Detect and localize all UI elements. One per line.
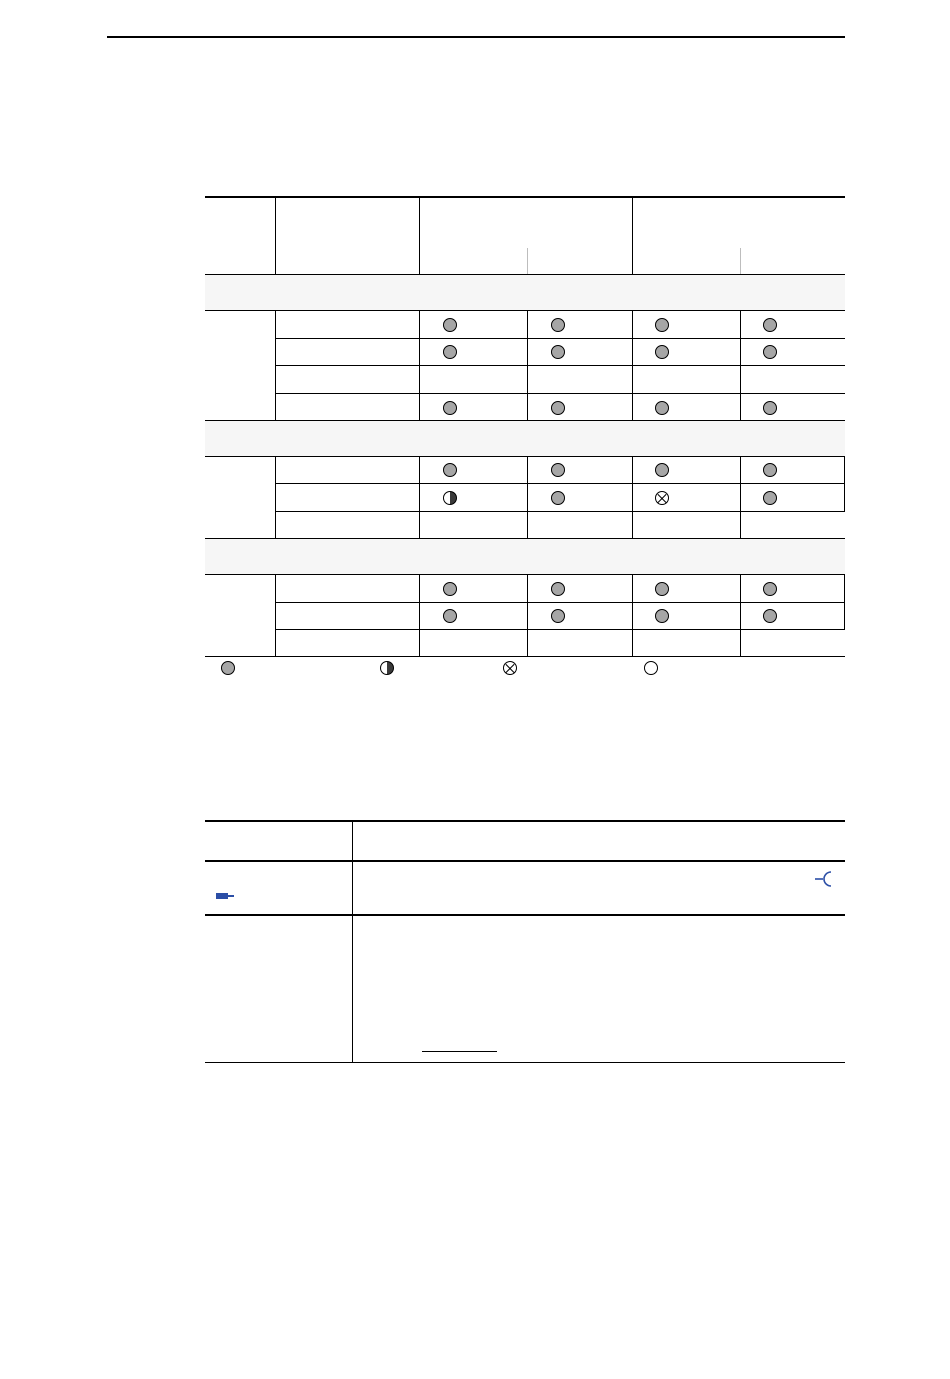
column-divider xyxy=(632,310,633,421)
column-divider xyxy=(527,310,528,421)
row-rule xyxy=(275,511,845,512)
status-half-icon xyxy=(443,491,457,505)
legend-cross-icon xyxy=(503,661,517,675)
column-divider xyxy=(632,198,633,275)
column-divider xyxy=(632,456,633,539)
status-filled-icon xyxy=(763,491,777,505)
status-filled-icon xyxy=(443,582,457,596)
section-band xyxy=(205,539,845,574)
status-filled-icon xyxy=(763,345,777,359)
row-rule xyxy=(205,310,845,311)
legend-empty-icon xyxy=(644,661,658,675)
status-filled-icon xyxy=(551,318,565,332)
status-filled-icon xyxy=(763,609,777,623)
column-divider xyxy=(419,456,420,539)
row-rule xyxy=(205,456,845,457)
status-cross-icon xyxy=(655,491,669,505)
status-filled-icon xyxy=(655,463,669,477)
table-top-rule xyxy=(205,820,845,822)
status-filled-icon xyxy=(551,582,565,596)
row-rule xyxy=(275,338,845,339)
status-filled-icon xyxy=(763,463,777,477)
status-filled-icon xyxy=(443,318,457,332)
subcolumn-divider xyxy=(740,248,741,275)
status-filled-icon xyxy=(551,463,565,477)
row-rule xyxy=(205,914,845,916)
page-header-rule xyxy=(107,36,845,38)
status-filled-icon xyxy=(443,401,457,415)
row-rule xyxy=(275,393,845,394)
column-divider xyxy=(632,574,633,657)
status-filled-icon xyxy=(763,318,777,332)
table-bottom-rule xyxy=(205,656,845,657)
subcolumn-divider xyxy=(527,248,528,275)
status-filled-icon xyxy=(443,463,457,477)
column-divider xyxy=(740,310,741,421)
status-filled-icon xyxy=(443,345,457,359)
column-divider xyxy=(740,456,741,539)
column-divider xyxy=(275,456,276,539)
table-bottom-rule xyxy=(205,1062,845,1063)
section-band xyxy=(205,275,845,310)
column-divider xyxy=(419,574,420,657)
column-divider xyxy=(352,822,353,1063)
status-filled-icon xyxy=(655,318,669,332)
row-rule xyxy=(275,365,845,366)
status-filled-icon xyxy=(763,582,777,596)
plug-icon xyxy=(216,893,234,899)
legend-half-icon xyxy=(380,661,394,675)
column-divider xyxy=(527,574,528,657)
header-bottom-rule xyxy=(205,860,845,862)
status-filled-icon xyxy=(655,345,669,359)
column-divider xyxy=(419,310,420,421)
status-filled-icon xyxy=(763,401,777,415)
row-rule xyxy=(205,574,845,575)
legend-filled-icon xyxy=(221,661,235,675)
section-band xyxy=(205,421,845,456)
right-edge-rule xyxy=(844,574,845,630)
status-filled-icon xyxy=(551,609,565,623)
status-filled-icon xyxy=(655,609,669,623)
socket-icon xyxy=(814,870,834,888)
status-filled-icon xyxy=(551,401,565,415)
status-filled-icon xyxy=(551,345,565,359)
link-underline[interactable] xyxy=(422,1051,497,1052)
row-rule xyxy=(275,629,845,630)
column-divider xyxy=(419,198,420,275)
row-rule xyxy=(275,483,845,484)
column-divider xyxy=(740,574,741,657)
right-edge-rule xyxy=(844,456,845,512)
status-filled-icon xyxy=(551,491,565,505)
status-filled-icon xyxy=(655,582,669,596)
column-divider xyxy=(275,198,276,275)
status-filled-icon xyxy=(655,401,669,415)
row-rule xyxy=(275,602,845,603)
table-top-rule xyxy=(205,196,845,198)
status-filled-icon xyxy=(443,609,457,623)
column-divider xyxy=(275,574,276,657)
column-divider xyxy=(527,456,528,539)
column-divider xyxy=(275,310,276,421)
